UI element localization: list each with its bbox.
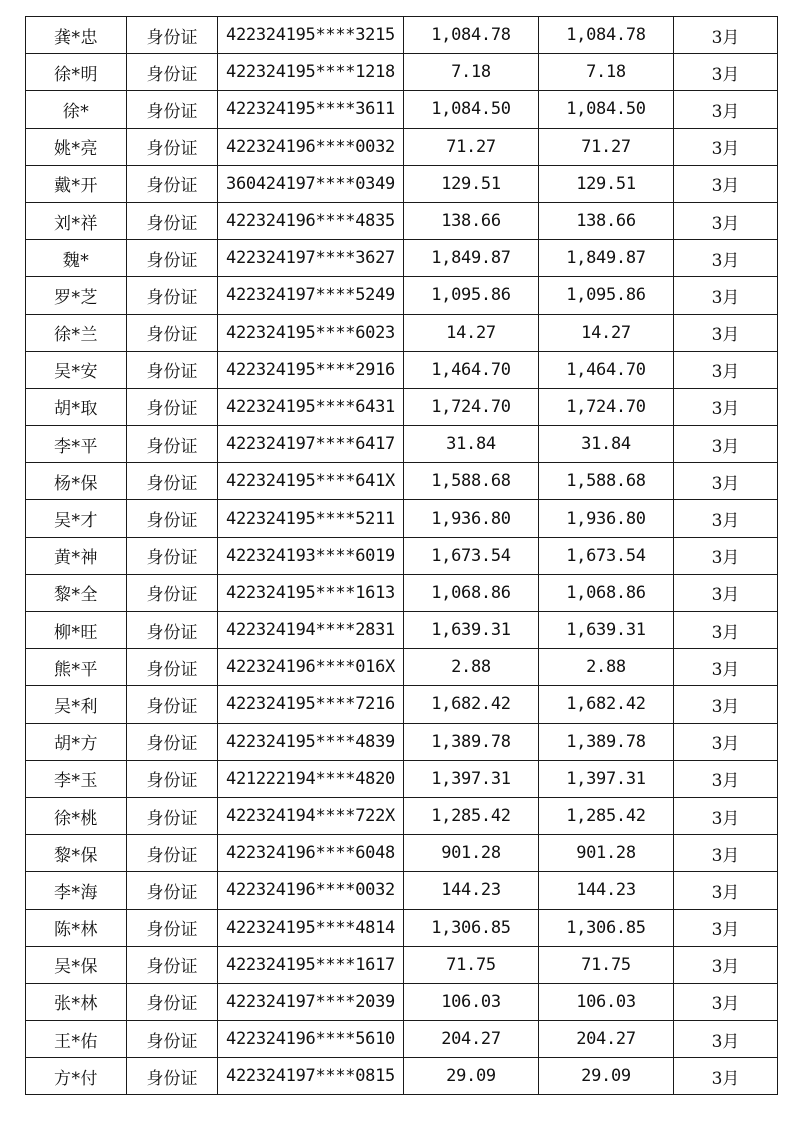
cell-amount-a: 1,464.70 bbox=[404, 351, 539, 388]
cell-name: 柳*旺 bbox=[26, 612, 127, 649]
cell-id-number: 422324195****6431 bbox=[218, 388, 404, 425]
cell-id-type: 身份证 bbox=[127, 909, 218, 946]
cell-month: 3月 bbox=[674, 872, 778, 909]
cell-amount-b: 71.27 bbox=[539, 128, 674, 165]
cell-amount-a: 1,936.80 bbox=[404, 500, 539, 537]
cell-amount-a: 1,724.70 bbox=[404, 388, 539, 425]
table-row bbox=[26, 426, 778, 463]
cell-name: 姚*亮 bbox=[26, 128, 127, 165]
table-row bbox=[26, 835, 778, 872]
cell-id-number: 422324195****1617 bbox=[218, 946, 404, 983]
cell-month: 3月 bbox=[674, 128, 778, 165]
cell-id-number: 422324193****6019 bbox=[218, 537, 404, 574]
cell-id-type: 身份证 bbox=[127, 165, 218, 202]
cell-amount-b: 1,306.85 bbox=[539, 909, 674, 946]
cell-amount-b: 31.84 bbox=[539, 426, 674, 463]
cell-id-number: 422324197****2039 bbox=[218, 983, 404, 1020]
cell-amount-b: 7.18 bbox=[539, 54, 674, 91]
cell-name: 刘*祥 bbox=[26, 202, 127, 239]
cell-amount-b: 1,588.68 bbox=[539, 463, 674, 500]
table-row bbox=[26, 351, 778, 388]
cell-amount-a: 31.84 bbox=[404, 426, 539, 463]
cell-month: 3月 bbox=[674, 537, 778, 574]
cell-name: 徐*桃 bbox=[26, 797, 127, 834]
cell-month: 3月 bbox=[674, 946, 778, 983]
cell-id-number: 422324195****6023 bbox=[218, 314, 404, 351]
cell-name: 胡*取 bbox=[26, 388, 127, 425]
cell-month: 3月 bbox=[674, 909, 778, 946]
table-row bbox=[26, 165, 778, 202]
cell-id-type: 身份证 bbox=[127, 686, 218, 723]
cell-month: 3月 bbox=[674, 983, 778, 1020]
cell-month: 3月 bbox=[674, 388, 778, 425]
cell-id-number: 422324195****4814 bbox=[218, 909, 404, 946]
table-row bbox=[26, 277, 778, 314]
cell-id-type: 身份证 bbox=[127, 314, 218, 351]
cell-amount-b: 1,936.80 bbox=[539, 500, 674, 537]
cell-id-number: 422324197****5249 bbox=[218, 277, 404, 314]
cell-month: 3月 bbox=[674, 1021, 778, 1058]
cell-id-type: 身份证 bbox=[127, 1058, 218, 1095]
records-table-body bbox=[26, 17, 778, 1095]
table-row bbox=[26, 314, 778, 351]
cell-id-number: 422324195****1218 bbox=[218, 54, 404, 91]
table-row bbox=[26, 574, 778, 611]
cell-id-type: 身份证 bbox=[127, 946, 218, 983]
cell-amount-b: 1,389.78 bbox=[539, 723, 674, 760]
cell-name: 陈*林 bbox=[26, 909, 127, 946]
table-row bbox=[26, 946, 778, 983]
cell-name: 黎*保 bbox=[26, 835, 127, 872]
cell-amount-a: 1,397.31 bbox=[404, 760, 539, 797]
cell-month: 3月 bbox=[674, 314, 778, 351]
cell-month: 3月 bbox=[674, 649, 778, 686]
cell-id-number: 421222194****4820 bbox=[218, 760, 404, 797]
cell-month: 3月 bbox=[674, 91, 778, 128]
cell-name: 李*海 bbox=[26, 872, 127, 909]
cell-id-type: 身份证 bbox=[127, 128, 218, 165]
cell-month: 3月 bbox=[674, 426, 778, 463]
cell-id-number: 422324195****641X bbox=[218, 463, 404, 500]
cell-amount-a: 29.09 bbox=[404, 1058, 539, 1095]
cell-amount-a: 7.18 bbox=[404, 54, 539, 91]
cell-amount-b: 1,084.50 bbox=[539, 91, 674, 128]
cell-amount-a: 14.27 bbox=[404, 314, 539, 351]
cell-id-type: 身份证 bbox=[127, 760, 218, 797]
table-row bbox=[26, 649, 778, 686]
cell-month: 3月 bbox=[674, 797, 778, 834]
cell-id-number: 422324196****4835 bbox=[218, 202, 404, 239]
table-row bbox=[26, 388, 778, 425]
cell-id-number: 422324197****0815 bbox=[218, 1058, 404, 1095]
table-row bbox=[26, 91, 778, 128]
cell-amount-b: 1,682.42 bbox=[539, 686, 674, 723]
cell-name: 罗*芝 bbox=[26, 277, 127, 314]
cell-amount-b: 144.23 bbox=[539, 872, 674, 909]
records-table bbox=[25, 16, 778, 1095]
cell-amount-a: 1,389.78 bbox=[404, 723, 539, 760]
cell-id-number: 422324194****722X bbox=[218, 797, 404, 834]
cell-amount-b: 1,639.31 bbox=[539, 612, 674, 649]
cell-amount-b: 2.88 bbox=[539, 649, 674, 686]
cell-amount-b: 106.03 bbox=[539, 983, 674, 1020]
cell-amount-a: 1,673.54 bbox=[404, 537, 539, 574]
cell-month: 3月 bbox=[674, 240, 778, 277]
cell-id-type: 身份证 bbox=[127, 574, 218, 611]
cell-month: 3月 bbox=[674, 500, 778, 537]
cell-id-type: 身份证 bbox=[127, 983, 218, 1020]
cell-name: 王*佑 bbox=[26, 1021, 127, 1058]
table-row bbox=[26, 760, 778, 797]
table-row bbox=[26, 17, 778, 54]
cell-name: 张*林 bbox=[26, 983, 127, 1020]
table-row bbox=[26, 240, 778, 277]
table-row bbox=[26, 463, 778, 500]
cell-month: 3月 bbox=[674, 574, 778, 611]
table-row bbox=[26, 909, 778, 946]
cell-id-number: 422324195****2916 bbox=[218, 351, 404, 388]
cell-amount-a: 1,068.86 bbox=[404, 574, 539, 611]
cell-amount-a: 1,849.87 bbox=[404, 240, 539, 277]
cell-amount-a: 106.03 bbox=[404, 983, 539, 1020]
cell-name: 戴*开 bbox=[26, 165, 127, 202]
cell-id-type: 身份证 bbox=[127, 537, 218, 574]
cell-id-number: 422324195****1613 bbox=[218, 574, 404, 611]
cell-name: 徐* bbox=[26, 91, 127, 128]
cell-id-type: 身份证 bbox=[127, 54, 218, 91]
cell-name: 杨*保 bbox=[26, 463, 127, 500]
cell-id-number: 422324195****3215 bbox=[218, 17, 404, 54]
cell-id-type: 身份证 bbox=[127, 351, 218, 388]
cell-amount-b: 1,673.54 bbox=[539, 537, 674, 574]
cell-month: 3月 bbox=[674, 277, 778, 314]
cell-amount-a: 1,306.85 bbox=[404, 909, 539, 946]
cell-id-type: 身份证 bbox=[127, 797, 218, 834]
table-row bbox=[26, 983, 778, 1020]
cell-id-number: 422324197****3627 bbox=[218, 240, 404, 277]
cell-id-number: 422324195****7216 bbox=[218, 686, 404, 723]
cell-amount-b: 71.75 bbox=[539, 946, 674, 983]
cell-name: 黄*神 bbox=[26, 537, 127, 574]
cell-month: 3月 bbox=[674, 202, 778, 239]
cell-month: 3月 bbox=[674, 463, 778, 500]
cell-amount-a: 204.27 bbox=[404, 1021, 539, 1058]
table-row bbox=[26, 500, 778, 537]
cell-amount-a: 1,588.68 bbox=[404, 463, 539, 500]
cell-month: 3月 bbox=[674, 723, 778, 760]
cell-id-type: 身份证 bbox=[127, 723, 218, 760]
cell-id-number: 422324196****5610 bbox=[218, 1021, 404, 1058]
cell-name: 吴*利 bbox=[26, 686, 127, 723]
cell-amount-b: 138.66 bbox=[539, 202, 674, 239]
cell-amount-a: 1,095.86 bbox=[404, 277, 539, 314]
cell-name: 龚*忠 bbox=[26, 17, 127, 54]
cell-month: 3月 bbox=[674, 686, 778, 723]
cell-amount-a: 1,285.42 bbox=[404, 797, 539, 834]
cell-month: 3月 bbox=[674, 54, 778, 91]
cell-id-type: 身份证 bbox=[127, 426, 218, 463]
cell-amount-a: 1,639.31 bbox=[404, 612, 539, 649]
table-row bbox=[26, 723, 778, 760]
cell-amount-b: 1,285.42 bbox=[539, 797, 674, 834]
cell-id-type: 身份证 bbox=[127, 202, 218, 239]
cell-id-type: 身份证 bbox=[127, 91, 218, 128]
table-row bbox=[26, 128, 778, 165]
table-row bbox=[26, 612, 778, 649]
cell-month: 3月 bbox=[674, 165, 778, 202]
cell-id-number: 422324197****6417 bbox=[218, 426, 404, 463]
cell-amount-a: 1,682.42 bbox=[404, 686, 539, 723]
cell-amount-a: 1,084.50 bbox=[404, 91, 539, 128]
cell-amount-b: 1,724.70 bbox=[539, 388, 674, 425]
cell-id-type: 身份证 bbox=[127, 1021, 218, 1058]
cell-id-number: 360424197****0349 bbox=[218, 165, 404, 202]
cell-id-type: 身份证 bbox=[127, 463, 218, 500]
cell-id-number: 422324195****5211 bbox=[218, 500, 404, 537]
table-row bbox=[26, 1021, 778, 1058]
cell-month: 3月 bbox=[674, 1058, 778, 1095]
table-row bbox=[26, 1058, 778, 1095]
cell-id-number: 422324196****016X bbox=[218, 649, 404, 686]
cell-month: 3月 bbox=[674, 17, 778, 54]
cell-month: 3月 bbox=[674, 612, 778, 649]
cell-id-type: 身份证 bbox=[127, 388, 218, 425]
table-row bbox=[26, 537, 778, 574]
cell-amount-a: 138.66 bbox=[404, 202, 539, 239]
cell-amount-a: 1,084.78 bbox=[404, 17, 539, 54]
cell-amount-b: 1,095.86 bbox=[539, 277, 674, 314]
cell-name: 吴*才 bbox=[26, 500, 127, 537]
cell-id-type: 身份证 bbox=[127, 17, 218, 54]
cell-name: 方*付 bbox=[26, 1058, 127, 1095]
table-row bbox=[26, 686, 778, 723]
cell-amount-a: 71.27 bbox=[404, 128, 539, 165]
cell-id-type: 身份证 bbox=[127, 612, 218, 649]
cell-month: 3月 bbox=[674, 760, 778, 797]
cell-amount-b: 204.27 bbox=[539, 1021, 674, 1058]
cell-amount-b: 29.09 bbox=[539, 1058, 674, 1095]
cell-id-type: 身份证 bbox=[127, 649, 218, 686]
document-page bbox=[25, 16, 777, 1095]
cell-name: 吴*安 bbox=[26, 351, 127, 388]
cell-name: 吴*保 bbox=[26, 946, 127, 983]
cell-amount-b: 14.27 bbox=[539, 314, 674, 351]
cell-amount-a: 71.75 bbox=[404, 946, 539, 983]
cell-name: 熊*平 bbox=[26, 649, 127, 686]
cell-id-type: 身份证 bbox=[127, 500, 218, 537]
cell-id-number: 422324195****4839 bbox=[218, 723, 404, 760]
cell-id-number: 422324196****0032 bbox=[218, 128, 404, 165]
cell-name: 魏* bbox=[26, 240, 127, 277]
table-row bbox=[26, 872, 778, 909]
cell-amount-a: 129.51 bbox=[404, 165, 539, 202]
cell-amount-b: 1,068.86 bbox=[539, 574, 674, 611]
cell-id-number: 422324194****2831 bbox=[218, 612, 404, 649]
cell-amount-b: 1,084.78 bbox=[539, 17, 674, 54]
cell-amount-b: 129.51 bbox=[539, 165, 674, 202]
cell-id-type: 身份证 bbox=[127, 240, 218, 277]
cell-name: 李*平 bbox=[26, 426, 127, 463]
cell-amount-a: 144.23 bbox=[404, 872, 539, 909]
cell-name: 徐*明 bbox=[26, 54, 127, 91]
cell-name: 黎*全 bbox=[26, 574, 127, 611]
cell-amount-a: 2.88 bbox=[404, 649, 539, 686]
cell-amount-b: 901.28 bbox=[539, 835, 674, 872]
table-row bbox=[26, 797, 778, 834]
table-row bbox=[26, 202, 778, 239]
cell-amount-b: 1,849.87 bbox=[539, 240, 674, 277]
table-row bbox=[26, 54, 778, 91]
cell-name: 徐*兰 bbox=[26, 314, 127, 351]
cell-name: 胡*方 bbox=[26, 723, 127, 760]
cell-amount-a: 901.28 bbox=[404, 835, 539, 872]
cell-amount-b: 1,464.70 bbox=[539, 351, 674, 388]
cell-id-number: 422324196****6048 bbox=[218, 835, 404, 872]
cell-id-number: 422324195****3611 bbox=[218, 91, 404, 128]
cell-id-type: 身份证 bbox=[127, 277, 218, 314]
cell-amount-b: 1,397.31 bbox=[539, 760, 674, 797]
cell-id-number: 422324196****0032 bbox=[218, 872, 404, 909]
cell-month: 3月 bbox=[674, 835, 778, 872]
cell-name: 李*玉 bbox=[26, 760, 127, 797]
cell-id-type: 身份证 bbox=[127, 872, 218, 909]
cell-month: 3月 bbox=[674, 351, 778, 388]
cell-id-type: 身份证 bbox=[127, 835, 218, 872]
